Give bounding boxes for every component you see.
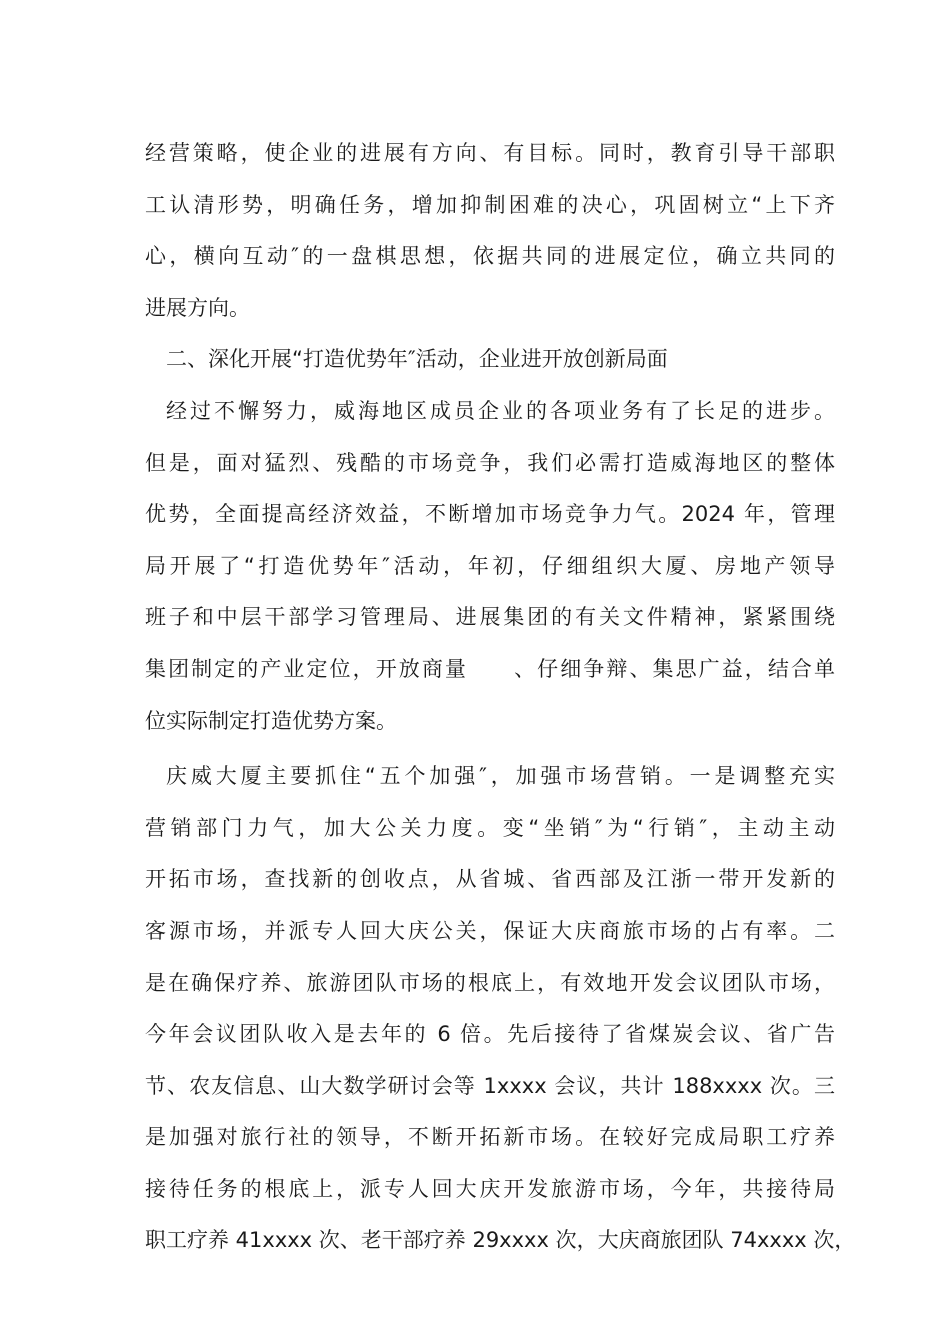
text-line: 接待任务的根底上，派专人回大庆开发旅游市场，今年，共接待局 bbox=[145, 1176, 835, 1201]
document-body bbox=[145, 128, 856, 1267]
text-line: 营销部门力气，加大公关力度。变“坐销″为“行销″，主动主动 bbox=[145, 815, 835, 840]
text-line: 集团制定的产业定位，开放商量 、仔细争辩、集思广益，结合单 bbox=[145, 656, 835, 681]
text-line: 位实际制定打造优势方案。 bbox=[145, 708, 397, 733]
text-line: 工认清形势，明确任务，增加抑制困难的决心，巩固树立“上下齐 bbox=[145, 192, 835, 217]
text-line: 局开展了“打造优势年″活动，年初，仔细组织大厦、房地产领导 bbox=[145, 553, 835, 578]
section-heading bbox=[145, 334, 835, 386]
text-line: 班子和中层干部学习管理局、进展集团的有关文件精神，紧紧围绕 bbox=[145, 605, 835, 630]
paragraph-3 bbox=[145, 751, 856, 1267]
text-line: 但是，面对猛烈、残酷的市场竞争，我们必需打造威海地区的整体 bbox=[145, 450, 835, 475]
text-line: 客源市场，并派专人回大庆公关，保证大庆商旅市场的占有率。二 bbox=[145, 918, 835, 943]
text-line: 今年会议团队收入是去年的 6 倍。先后接待了省煤炭会议、省广告 bbox=[145, 1022, 835, 1047]
paragraph-2 bbox=[145, 386, 835, 747]
text-line: 职工疗养 41xxxx 次、老干部疗养 29xxxx 次，大庆商旅团队 74xxxx 次， bbox=[145, 1228, 856, 1253]
text-line: 经营策略，使企业的进展有方向、有目标。同时，教育引导干部职 bbox=[145, 141, 835, 165]
text-line: 优势，全面提高经济效益，不断增加市场竞争力气。2024 年，管理 bbox=[145, 502, 835, 527]
section-heading-text: 二、深化开展“打造优势年″活动，企业进开放创新局面 bbox=[166, 347, 668, 372]
text-line: 开拓市场，查找新的创收点，从省城、省西部及江浙一带开发新的 bbox=[145, 867, 835, 892]
text-line: 经过不懈努力，威海地区成员企业的各项业务有了长足的进步。 bbox=[166, 398, 835, 423]
text-line: 是加强对旅行社的领导，不断开拓新市场。在较好完成局职工疗养 bbox=[145, 1125, 835, 1150]
text-line: 是在确保疗养、旅游团队市场的根底上，有效地开发会议团队市场， bbox=[145, 970, 835, 995]
text-line: 进展方向。 bbox=[145, 295, 250, 320]
text-line: 庆威大厦主要抓住“五个加强″，加强市场营销。一是调整充实 bbox=[166, 764, 835, 789]
text-line: 心，横向互动″的一盘棋思想，依据共同的进展定位，确立共同的 bbox=[145, 244, 835, 269]
paragraph-1 bbox=[145, 128, 835, 334]
text-line: 节、农友信息、山大数学研讨会等 1xxxx 会议，共计 188xxxx 次。三 bbox=[145, 1073, 835, 1098]
